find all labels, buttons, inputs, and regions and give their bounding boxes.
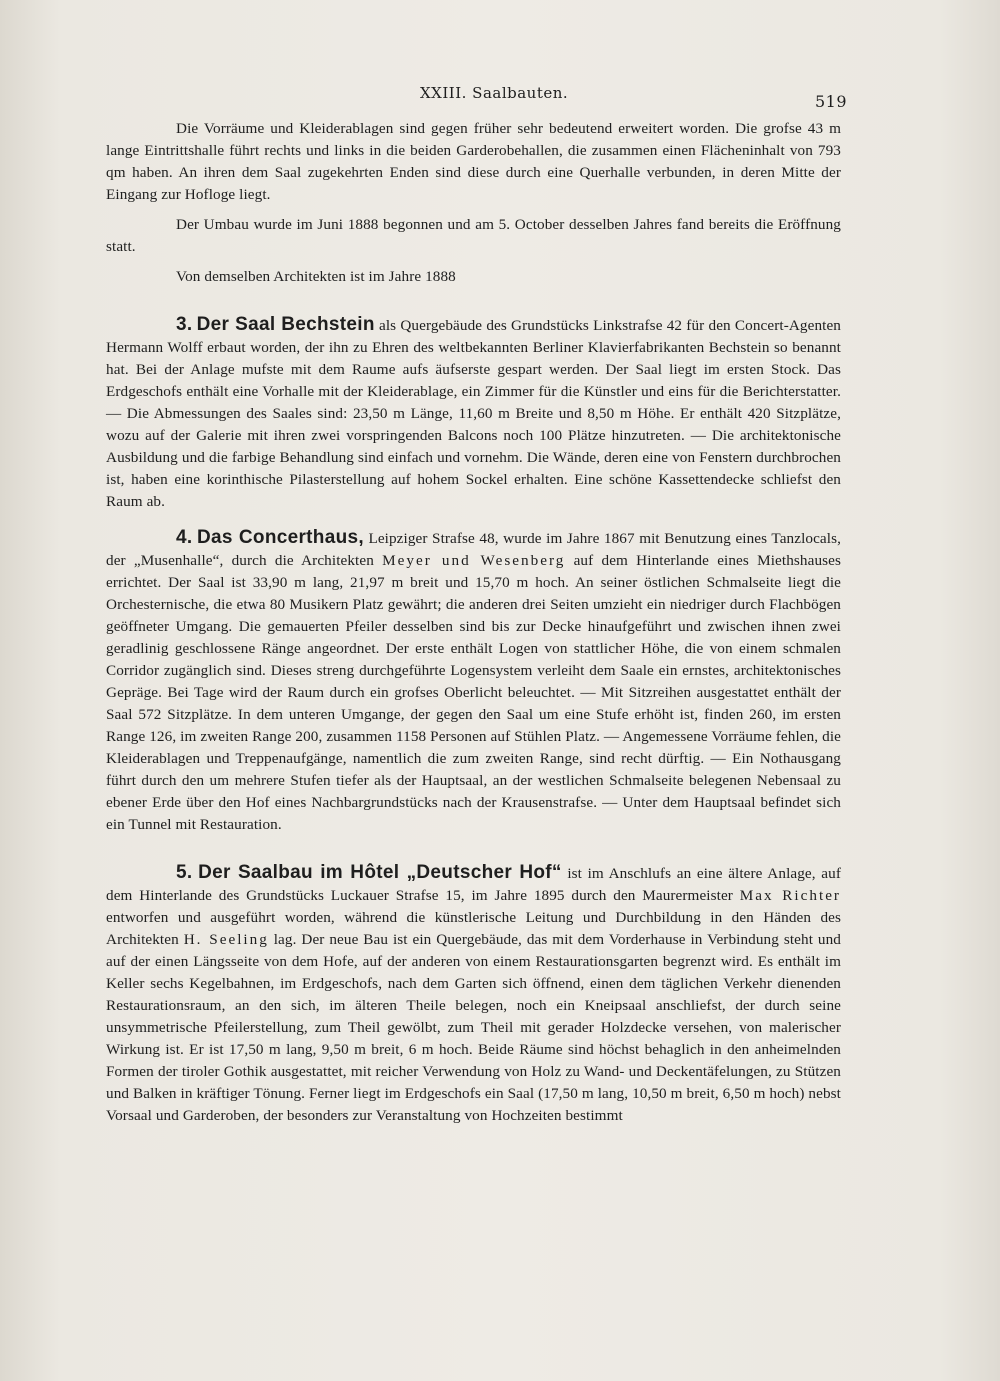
paragraph-architekt: Von demselben Architekten ist im Jahre 1888	[176, 268, 456, 285]
section-number: 4.	[176, 527, 193, 548]
section-text: ist im Anschlufs an eine ältere Anlage, auf dem Hinterlande des Grundstücks Luckauer Strafse 15, im Jahre 1895 durch den Maurermeister	[106, 865, 841, 904]
section-deutscher-hof	[106, 862, 841, 1127]
section-text: lag. Der neue Bau ist ein Quergebäude, das mit dem Vorderhause in Verbindung steht und auf der einen Längsseite von dem Hofe, auf der anderen von einem Restaurationsgarten begrenzt wird. Es enthält im Keller sechs Kegelbahnen, im Erdgeschofs, nach dem Garten sich öffnend, einen dem täglichen Verkehr dienenden Restaurationsraum, an den sich, im älteren Theile belegen, noch ein Kneipsaal anschliefst, der durch seine unsymmetrische Pfeilerstellung, zum Theil gewölbt, zum Theil mit gerader Holzdecke versehen, von malerischer Wirkung ist. Er ist 17,50 m lang, 9,50 m breit, 6 m hoch. Beide Räume sind höchst behaglich in den anheimelnden Formen der tiroler Gothik ausgestattet, mit reicher Verwendung von Holz zu Wand- und Deckentäfelungen, zu Stützen und Balken in kräftiger Tönung. Ferner liegt im Erdgeschofs ein Saal (17,50 m lang, 10,50 m breit, 6,50 m hoch) nebst Vorsaal und Garderoben, der besonders zur Veranstaltung von Hochzeiten bestimmt	[106, 931, 841, 1124]
section-number: 3.	[176, 314, 193, 335]
section-heading: Der Saalbau im Hôtel „Deutscher Hof“	[198, 862, 562, 883]
architect-name: H. Seeling	[183, 931, 269, 948]
paragraph-umbau: Der Umbau wurde im Juni 1888 begonnen und am 5. October desselben Jahres fand bereits die Eröffnung statt.	[106, 216, 841, 255]
builder-name: Max Richter	[739, 887, 841, 904]
paragraph-vorraeume: Die Vorräume und Kleiderablagen sind gegen früher sehr bedeutend erweitert worden. Die grofse 43 m lange Eintrittshalle führt rechts und links in die beiden Garderobehallen, die zusammen einen Flächeninhalt von 793 qm haben. An ihren dem Saal zugekehrten Enden sind diese durch eine Querhalle verbunden, in deren Mitte der Eingang zur Hofloge liegt.	[106, 120, 841, 203]
section-text: Leipziger Strafse 48, wurde im Jahre 1867 mit Benutzung eines Tanzlocals, der „Musenhalle“, durch die Architekten	[106, 530, 841, 569]
section-text: entworfen und ausgeführt worden, während die künstlerische Leitung und Durchbildung in den Händen des Architekten	[106, 909, 841, 948]
section-concerthaus	[106, 527, 841, 836]
page-number: 519	[815, 92, 848, 111]
section-number: 5.	[176, 862, 193, 883]
page-body	[106, 118, 841, 1127]
section-text: auf dem Hinterlande eines Miethshauses errichtet. Der Saal ist 33,90 m lang, 21,97 m breit und 15,70 m hoch. An seiner östlichen Schmalseite liegt die Orchesternische, die etwa 80 Musikern Platz gewährt; die anderen drei Seiten umzieht ein niedriger durch Flachbögen geöffneter Umgang. Die gemauerten Pfeiler desselben sind bis zur Decke hinaufgeführt und zwischen ihnen zwei geradlinig geschlossene Ränge angeordnet. Der erste enthält Logen von stattlicher Höhe, die von einem schmalen Corridor zugänglich sind. Dieses streng durchgeführte Logensystem verleiht dem Saale ein ernstes, architektonisches Gepräge. Bei Tage wird der Raum durch ein grofses Oberlicht beleuchtet. — Mit Sitzreihen ausgestattet enthält der Saal 572 Sitzplätze. In dem unteren Umgange, der gegen den Saal um eine Stufe erhöht ist, finden 260, im ersten Range 126, im zweiten Range 200, zusammen 1158 Personen auf Stühlen Platz. — Angemessene Vorräume fehlen, die Kleiderablagen und Treppenaufgänge, namentlich die zum zweiten Range, sind recht dürftig. — Ein Nothausgang führt durch den um mehrere Stufen tiefer als der Hauptsaal, an der westlichen Schmalseite belegenen Nebensaal zu ebener Erde über den Hof eines Nachbargrundstücks nach der Krausenstrafse. — Unter dem Hauptsaal befindet sich ein Tunnel mit Restauration.	[106, 552, 841, 833]
section-text: als Quergebäude des Grundstücks Linkstrafse 42 für den Concert-Agenten Hermann Wolff erbaut worden, der ihn zu Ehren des weltbekannten Berliner Klavierfabrikanten Bechstein so benannt hat. Bei der Anlage mufste mit dem Raume aufs äufserste gespart werden. Der Saal liegt im ersten Stock. Das Erdgeschofs enthält eine Vorhalle mit der Kleiderablage, ein Zimmer für die Künstler und eins für die Berichterstatter. — Die Abmessungen des Saales sind: 23,50 m Länge, 11,60 m Breite und 8,50 m Höhe. Er enthält 420 Sitzplätze, wozu auf der Galerie mit ihren zwei vorspringenden Balcons noch 100 Plätze hinzutreten. — Die architektonische Ausbildung und die farbige Behandlung sind einfach und vornehm. Die Wände, deren eine von Fenstern durchbrochen ist, haben eine korinthische Pilasterstellung auf hohem Sockel erhalten. Eine schöne Kassettendecke schliefst den Raum ab.	[106, 317, 841, 510]
architects-name: Meyer und Wesenberg	[382, 552, 566, 569]
section-heading: Der Saal Bechstein	[196, 314, 375, 335]
section-saal-bechstein	[106, 314, 841, 513]
running-title: XXIII. Saalbauten.	[420, 84, 569, 102]
section-heading: Das Concerthaus,	[196, 527, 364, 548]
